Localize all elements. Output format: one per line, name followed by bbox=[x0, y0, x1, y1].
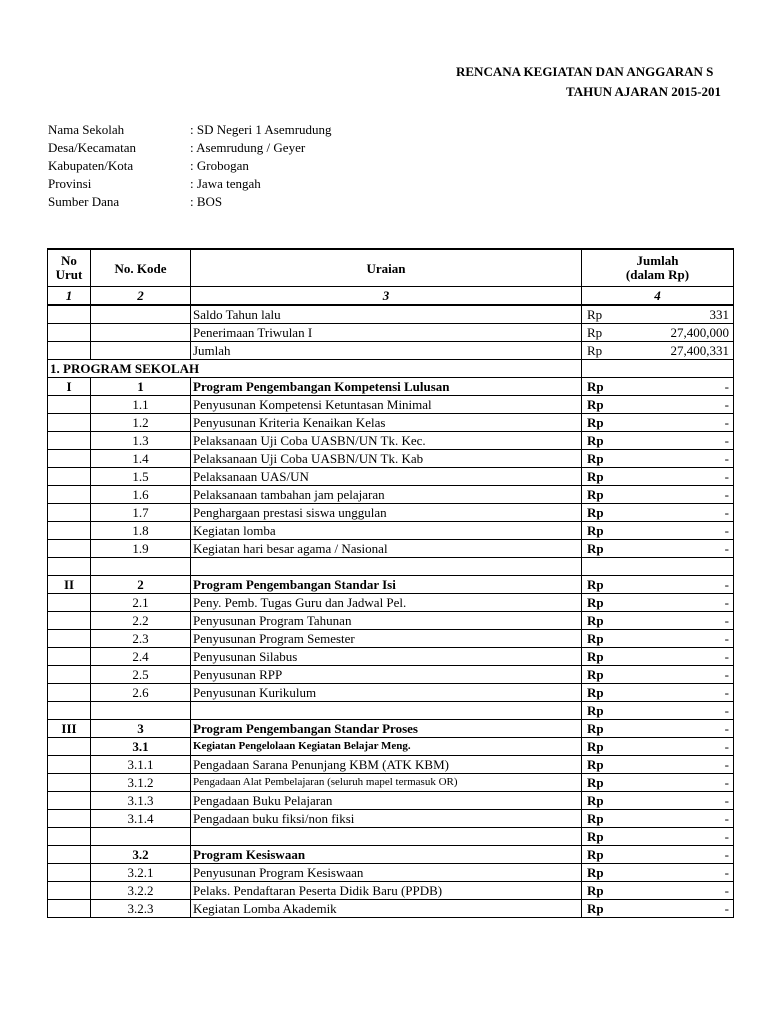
school-info-row bbox=[48, 157, 332, 175]
no-urut-cell bbox=[48, 450, 91, 468]
no-urut-cell bbox=[48, 540, 91, 558]
uraian-cell: Penyusunan RPP bbox=[191, 666, 582, 684]
no-urut-cell bbox=[48, 666, 91, 684]
amount-value: - bbox=[724, 757, 729, 772]
amount-wrap bbox=[582, 378, 733, 395]
amount-cell bbox=[582, 342, 734, 360]
no-urut-cell bbox=[48, 756, 91, 774]
amount-value: - bbox=[724, 667, 729, 682]
school-info-value: : SD Negeri 1 Asemrudung bbox=[190, 122, 332, 137]
table-row bbox=[48, 305, 734, 324]
school-info-label: Nama Sekolah bbox=[48, 122, 125, 137]
amount-wrap bbox=[582, 666, 733, 683]
currency-label: Rp bbox=[587, 487, 604, 502]
school-info-value: : Jawa tengah bbox=[190, 176, 261, 191]
amount-value: - bbox=[724, 739, 729, 754]
uraian-cell: Pengadaan Alat Pembelajaran (seluruh mapel termasuk OR) bbox=[191, 774, 582, 792]
uraian-cell: Pelaksanaan tambahan jam pelajaran bbox=[191, 486, 582, 504]
column-number: 2 bbox=[91, 287, 191, 306]
amount-value: - bbox=[724, 865, 729, 880]
currency-label: Rp bbox=[587, 721, 604, 736]
table-row bbox=[48, 450, 734, 468]
amount-wrap bbox=[582, 504, 733, 521]
currency-label: Rp bbox=[587, 307, 603, 322]
amount-value: - bbox=[724, 721, 729, 736]
amount-cell bbox=[582, 648, 734, 666]
no-urut-cell bbox=[48, 594, 91, 612]
currency-label: Rp bbox=[587, 577, 604, 592]
spacer-row bbox=[48, 558, 734, 576]
no-kode-cell: 1.6 bbox=[91, 486, 191, 504]
amount-cell bbox=[582, 630, 734, 648]
amount-cell bbox=[582, 378, 734, 396]
school-info-row bbox=[48, 139, 332, 157]
no-kode-cell: 2.3 bbox=[91, 630, 191, 648]
no-kode-cell: 3.1.3 bbox=[91, 792, 191, 810]
currency-label: Rp bbox=[587, 343, 603, 358]
amount-cell bbox=[582, 324, 734, 342]
amount-cell bbox=[582, 612, 734, 630]
uraian-cell: Kegiatan hari besar agama / Nasional bbox=[191, 540, 582, 558]
no-urut-cell bbox=[48, 522, 91, 540]
no-kode-cell: 1.8 bbox=[91, 522, 191, 540]
school-info-label: Provinsi bbox=[48, 176, 92, 191]
no-kode-cell: 2.4 bbox=[91, 648, 191, 666]
currency-label: Rp bbox=[587, 901, 604, 916]
currency-label: Rp bbox=[587, 631, 604, 646]
amount-value: - bbox=[724, 487, 729, 502]
no-kode-cell: 3.1.4 bbox=[91, 810, 191, 828]
section-row bbox=[48, 360, 734, 378]
no-kode-cell bbox=[91, 324, 191, 342]
uraian-cell: Penyusunan Kriteria Kenaikan Kelas bbox=[191, 414, 582, 432]
table-row bbox=[48, 486, 734, 504]
no-kode-cell: 3.2.3 bbox=[91, 900, 191, 918]
no-kode-cell bbox=[91, 305, 191, 324]
no-kode-cell: 3.1.2 bbox=[91, 774, 191, 792]
amount-wrap bbox=[582, 450, 733, 467]
amount-wrap bbox=[582, 792, 733, 809]
budget-table bbox=[47, 248, 734, 918]
no-urut-cell bbox=[48, 900, 91, 918]
table-row bbox=[48, 810, 734, 828]
amount-value: - bbox=[724, 433, 729, 448]
currency-label: Rp bbox=[587, 613, 604, 628]
no-urut-cell bbox=[48, 882, 91, 900]
empty-cell bbox=[191, 558, 582, 576]
amount-wrap bbox=[582, 612, 733, 629]
school-info-row bbox=[48, 175, 332, 193]
uraian-cell: Program Pengembangan Standar Proses bbox=[191, 720, 582, 738]
table-row bbox=[48, 828, 734, 846]
uraian-cell: Kegiatan Pengelolaan Kegiatan Belajar Meng. bbox=[191, 738, 582, 756]
amount-value: - bbox=[724, 451, 729, 466]
no-urut-cell bbox=[48, 684, 91, 702]
amount-cell bbox=[582, 738, 734, 756]
table-row bbox=[48, 324, 734, 342]
uraian-cell: Saldo Tahun lalu bbox=[191, 305, 582, 324]
school-info-value: : Asemrudung / Geyer bbox=[190, 140, 306, 155]
amount-wrap bbox=[582, 324, 733, 341]
column-number: 1 bbox=[48, 287, 91, 306]
no-kode-cell: 3.2 bbox=[91, 846, 191, 864]
no-urut-cell bbox=[48, 702, 91, 720]
amount-cell bbox=[582, 864, 734, 882]
amount-cell bbox=[582, 450, 734, 468]
currency-label: Rp bbox=[587, 847, 604, 862]
amount-value: - bbox=[724, 613, 729, 628]
currency-label: Rp bbox=[587, 703, 604, 718]
no-urut-cell bbox=[48, 305, 91, 324]
no-urut-cell bbox=[48, 324, 91, 342]
amount-cell bbox=[582, 432, 734, 450]
currency-label: Rp bbox=[587, 595, 604, 610]
table-row bbox=[48, 756, 734, 774]
amount-wrap bbox=[582, 828, 733, 845]
no-kode-cell: 2.5 bbox=[91, 666, 191, 684]
amount-wrap bbox=[582, 522, 733, 539]
no-kode-cell: 1.1 bbox=[91, 396, 191, 414]
amount-value: - bbox=[724, 541, 729, 556]
school-info-value: : BOS bbox=[190, 194, 223, 209]
uraian-cell: Penyusunan Program Semester bbox=[191, 630, 582, 648]
amount-value: 27,400,000 bbox=[670, 325, 729, 340]
amount-cell bbox=[582, 414, 734, 432]
amount-wrap bbox=[582, 846, 733, 863]
table-row bbox=[48, 630, 734, 648]
currency-label: Rp bbox=[587, 541, 604, 556]
amount-cell bbox=[582, 522, 734, 540]
amount-value: - bbox=[724, 397, 729, 412]
amount-value: - bbox=[724, 505, 729, 520]
currency-label: Rp bbox=[587, 469, 604, 484]
amount-wrap bbox=[582, 306, 733, 323]
amount-wrap bbox=[582, 882, 733, 899]
amount-cell bbox=[582, 900, 734, 918]
amount-wrap bbox=[582, 864, 733, 881]
amount-value: - bbox=[724, 595, 729, 610]
no-urut-cell: II bbox=[48, 576, 91, 594]
table-row bbox=[48, 522, 734, 540]
uraian-cell: Kegiatan Lomba Akademik bbox=[191, 900, 582, 918]
table-row bbox=[48, 792, 734, 810]
amount-wrap bbox=[582, 432, 733, 449]
no-urut-cell bbox=[48, 864, 91, 882]
uraian-cell: Penghargaan prestasi siswa unggulan bbox=[191, 504, 582, 522]
no-kode-cell: 1.9 bbox=[91, 540, 191, 558]
no-kode-cell: 2.1 bbox=[91, 594, 191, 612]
amount-value: - bbox=[724, 523, 729, 538]
column-number: 3 bbox=[191, 287, 582, 306]
amount-wrap bbox=[582, 900, 733, 917]
no-kode-cell: 1.5 bbox=[91, 468, 191, 486]
currency-label: Rp bbox=[587, 523, 604, 538]
table-header-row bbox=[48, 249, 734, 287]
uraian-cell: Pengadaan buku fiksi/non fiksi bbox=[191, 810, 582, 828]
uraian-cell: Pelaksanaan UAS/UN bbox=[191, 468, 582, 486]
uraian-cell: Program Pengembangan Kompetensi Lulusan bbox=[191, 378, 582, 396]
amount-wrap bbox=[582, 648, 733, 665]
currency-label: Rp bbox=[587, 775, 604, 790]
amount-cell bbox=[582, 396, 734, 414]
section-amount-cell bbox=[582, 360, 734, 378]
table-row bbox=[48, 414, 734, 432]
amount-wrap bbox=[582, 630, 733, 647]
amount-cell bbox=[582, 576, 734, 594]
currency-label: Rp bbox=[587, 793, 604, 808]
no-kode-cell: 3.1 bbox=[91, 738, 191, 756]
no-kode-cell: 1.2 bbox=[91, 414, 191, 432]
no-kode-cell: 1.7 bbox=[91, 504, 191, 522]
currency-label: Rp bbox=[587, 505, 604, 520]
table-row bbox=[48, 396, 734, 414]
amount-value: - bbox=[724, 379, 729, 394]
table-row bbox=[48, 684, 734, 702]
amount-wrap bbox=[582, 810, 733, 827]
no-urut-cell bbox=[48, 432, 91, 450]
amount-cell bbox=[582, 756, 734, 774]
amount-wrap bbox=[582, 738, 733, 755]
currency-label: Rp bbox=[587, 829, 604, 844]
no-urut-cell bbox=[48, 630, 91, 648]
amount-cell bbox=[582, 486, 734, 504]
amount-wrap bbox=[582, 720, 733, 737]
table-row bbox=[48, 432, 734, 450]
document-subtitle: TAHUN AJARAN 2015-201 bbox=[566, 84, 722, 99]
uraian-cell: Pengadaan Buku Pelajaran bbox=[191, 792, 582, 810]
empty-cell bbox=[91, 558, 191, 576]
uraian-cell: Penyusunan Program Tahunan bbox=[191, 612, 582, 630]
no-urut-cell bbox=[48, 738, 91, 756]
amount-value: - bbox=[724, 775, 729, 790]
program-row bbox=[48, 378, 734, 396]
no-urut-cell bbox=[48, 810, 91, 828]
uraian-cell: Penyusunan Program Kesiswaan bbox=[191, 864, 582, 882]
amount-wrap bbox=[582, 396, 733, 413]
uraian-cell: Penyusunan Silabus bbox=[191, 648, 582, 666]
amount-cell bbox=[582, 882, 734, 900]
amount-cell bbox=[582, 305, 734, 324]
amount-wrap bbox=[582, 414, 733, 431]
no-kode-cell: 1.3 bbox=[91, 432, 191, 450]
amount-wrap bbox=[582, 702, 733, 719]
amount-value: - bbox=[724, 829, 729, 844]
column-number-row bbox=[48, 287, 734, 306]
table-row bbox=[48, 702, 734, 720]
table-row bbox=[48, 900, 734, 918]
uraian-cell: Pelaks. Pendaftaran Peserta Didik Baru (PPDB) bbox=[191, 882, 582, 900]
currency-label: Rp bbox=[587, 433, 604, 448]
uraian-cell: Pelaksanaan Uji Coba UASBN/UN Tk. Kec. bbox=[191, 432, 582, 450]
uraian-cell: Program Pengembangan Standar Isi bbox=[191, 576, 582, 594]
currency-label: Rp bbox=[587, 649, 604, 664]
no-urut-cell: III bbox=[48, 720, 91, 738]
uraian-cell: Penyusunan Kompetensi Ketuntasan Minimal bbox=[191, 396, 582, 414]
amount-value: 331 bbox=[709, 307, 729, 322]
uraian-cell: Penyusunan Kurikulum bbox=[191, 684, 582, 702]
amount-wrap bbox=[582, 594, 733, 611]
currency-label: Rp bbox=[587, 667, 604, 682]
school-info-row bbox=[48, 121, 332, 139]
school-info-label: Kabupaten/Kota bbox=[48, 158, 134, 173]
no-kode-cell bbox=[91, 702, 191, 720]
currency-label: Rp bbox=[587, 397, 604, 412]
table-row bbox=[48, 342, 734, 360]
amount-cell bbox=[582, 774, 734, 792]
table-row bbox=[48, 540, 734, 558]
uraian-cell: Penerimaan Triwulan I bbox=[191, 324, 582, 342]
no-kode-cell: 3 bbox=[91, 720, 191, 738]
amount-value: - bbox=[724, 847, 729, 862]
amount-cell bbox=[582, 792, 734, 810]
table-row bbox=[48, 468, 734, 486]
currency-label: Rp bbox=[587, 883, 604, 898]
table-row bbox=[48, 594, 734, 612]
amount-cell bbox=[582, 810, 734, 828]
column-number: 4 bbox=[582, 287, 734, 306]
amount-wrap bbox=[582, 774, 733, 791]
header-jumlah: Jumlah (dalam Rp) bbox=[582, 249, 734, 287]
table-body bbox=[48, 305, 734, 918]
amount-wrap bbox=[582, 684, 733, 701]
uraian-cell: Peny. Pemb. Tugas Guru dan Jadwal Pel. bbox=[191, 594, 582, 612]
amount-value: - bbox=[724, 793, 729, 808]
currency-label: Rp bbox=[587, 379, 604, 394]
no-kode-cell: 2.6 bbox=[91, 684, 191, 702]
amount-value: - bbox=[724, 577, 729, 592]
table-row bbox=[48, 666, 734, 684]
table-row bbox=[48, 882, 734, 900]
amount-value: - bbox=[724, 811, 729, 826]
currency-label: Rp bbox=[587, 415, 604, 430]
table-row bbox=[48, 504, 734, 522]
no-kode-cell bbox=[91, 828, 191, 846]
header-no-urut: No Urut bbox=[48, 249, 91, 287]
no-kode-cell: 1 bbox=[91, 378, 191, 396]
amount-wrap bbox=[582, 486, 733, 503]
amount-value: 27,400,331 bbox=[670, 343, 729, 358]
amount-value: - bbox=[724, 469, 729, 484]
amount-value: - bbox=[724, 685, 729, 700]
no-kode-cell: 3.2.2 bbox=[91, 882, 191, 900]
no-urut-cell bbox=[48, 342, 91, 360]
amount-cell bbox=[582, 540, 734, 558]
amount-cell bbox=[582, 684, 734, 702]
currency-label: Rp bbox=[587, 865, 604, 880]
no-kode-cell: 3.2.1 bbox=[91, 864, 191, 882]
program-row bbox=[48, 720, 734, 738]
table-row bbox=[48, 648, 734, 666]
amount-cell bbox=[582, 720, 734, 738]
uraian-cell: Program Kesiswaan bbox=[191, 846, 582, 864]
amount-wrap bbox=[582, 540, 733, 557]
amount-cell bbox=[582, 504, 734, 522]
amount-value: - bbox=[724, 703, 729, 718]
no-urut-cell: I bbox=[48, 378, 91, 396]
no-urut-cell bbox=[48, 612, 91, 630]
uraian-cell bbox=[191, 828, 582, 846]
table-row bbox=[48, 864, 734, 882]
table-row bbox=[48, 612, 734, 630]
uraian-cell: Pelaksanaan Uji Coba UASBN/UN Tk. Kab bbox=[191, 450, 582, 468]
no-urut-cell bbox=[48, 846, 91, 864]
header-uraian: Uraian bbox=[191, 249, 582, 287]
amount-value: - bbox=[724, 415, 729, 430]
amount-value: - bbox=[724, 883, 729, 898]
amount-value: - bbox=[724, 649, 729, 664]
document-title: RENCANA KEGIATAN DAN ANGGARAN S bbox=[456, 64, 714, 79]
no-urut-cell bbox=[48, 828, 91, 846]
amount-cell bbox=[582, 468, 734, 486]
amount-cell bbox=[582, 846, 734, 864]
empty-cell bbox=[48, 558, 91, 576]
subprogram-row bbox=[48, 738, 734, 756]
currency-label: Rp bbox=[587, 757, 604, 772]
uraian-cell: Jumlah bbox=[191, 342, 582, 360]
no-kode-cell: 3.1.1 bbox=[91, 756, 191, 774]
no-kode-cell: 2 bbox=[91, 576, 191, 594]
amount-cell bbox=[582, 828, 734, 846]
uraian-cell: Kegiatan lomba bbox=[191, 522, 582, 540]
amount-value: - bbox=[724, 901, 729, 916]
uraian-cell bbox=[191, 702, 582, 720]
subprogram-row bbox=[48, 846, 734, 864]
table-row bbox=[48, 774, 734, 792]
school-info-row bbox=[48, 193, 332, 211]
no-urut-cell bbox=[48, 396, 91, 414]
school-info-label: Sumber Dana bbox=[48, 194, 120, 209]
amount-wrap bbox=[582, 342, 733, 359]
currency-label: Rp bbox=[587, 685, 604, 700]
header-no-kode: No. Kode bbox=[91, 249, 191, 287]
no-urut-cell bbox=[48, 504, 91, 522]
uraian-cell: Pengadaan Sarana Penunjang KBM (ATK KBM) bbox=[191, 756, 582, 774]
amount-wrap bbox=[582, 468, 733, 485]
no-urut-cell bbox=[48, 414, 91, 432]
section-title: 1. PROGRAM SEKOLAH bbox=[48, 360, 582, 378]
no-urut-cell bbox=[48, 486, 91, 504]
no-kode-cell bbox=[91, 342, 191, 360]
amount-cell bbox=[582, 702, 734, 720]
amount-wrap bbox=[582, 756, 733, 773]
currency-label: Rp bbox=[587, 811, 604, 826]
empty-cell bbox=[582, 558, 734, 576]
school-info-label: Desa/Kecamatan bbox=[48, 140, 137, 155]
no-kode-cell: 2.2 bbox=[91, 612, 191, 630]
currency-label: Rp bbox=[587, 739, 604, 754]
no-urut-cell bbox=[48, 648, 91, 666]
no-urut-cell bbox=[48, 792, 91, 810]
amount-value: - bbox=[724, 631, 729, 646]
no-urut-cell bbox=[48, 774, 91, 792]
no-urut-cell bbox=[48, 468, 91, 486]
currency-label: Rp bbox=[587, 325, 603, 340]
school-info bbox=[48, 121, 332, 211]
currency-label: Rp bbox=[587, 451, 604, 466]
amount-cell bbox=[582, 666, 734, 684]
amount-wrap bbox=[582, 576, 733, 593]
no-kode-cell: 1.4 bbox=[91, 450, 191, 468]
amount-cell bbox=[582, 594, 734, 612]
school-info-value: : Grobogan bbox=[190, 158, 249, 173]
program-row bbox=[48, 576, 734, 594]
